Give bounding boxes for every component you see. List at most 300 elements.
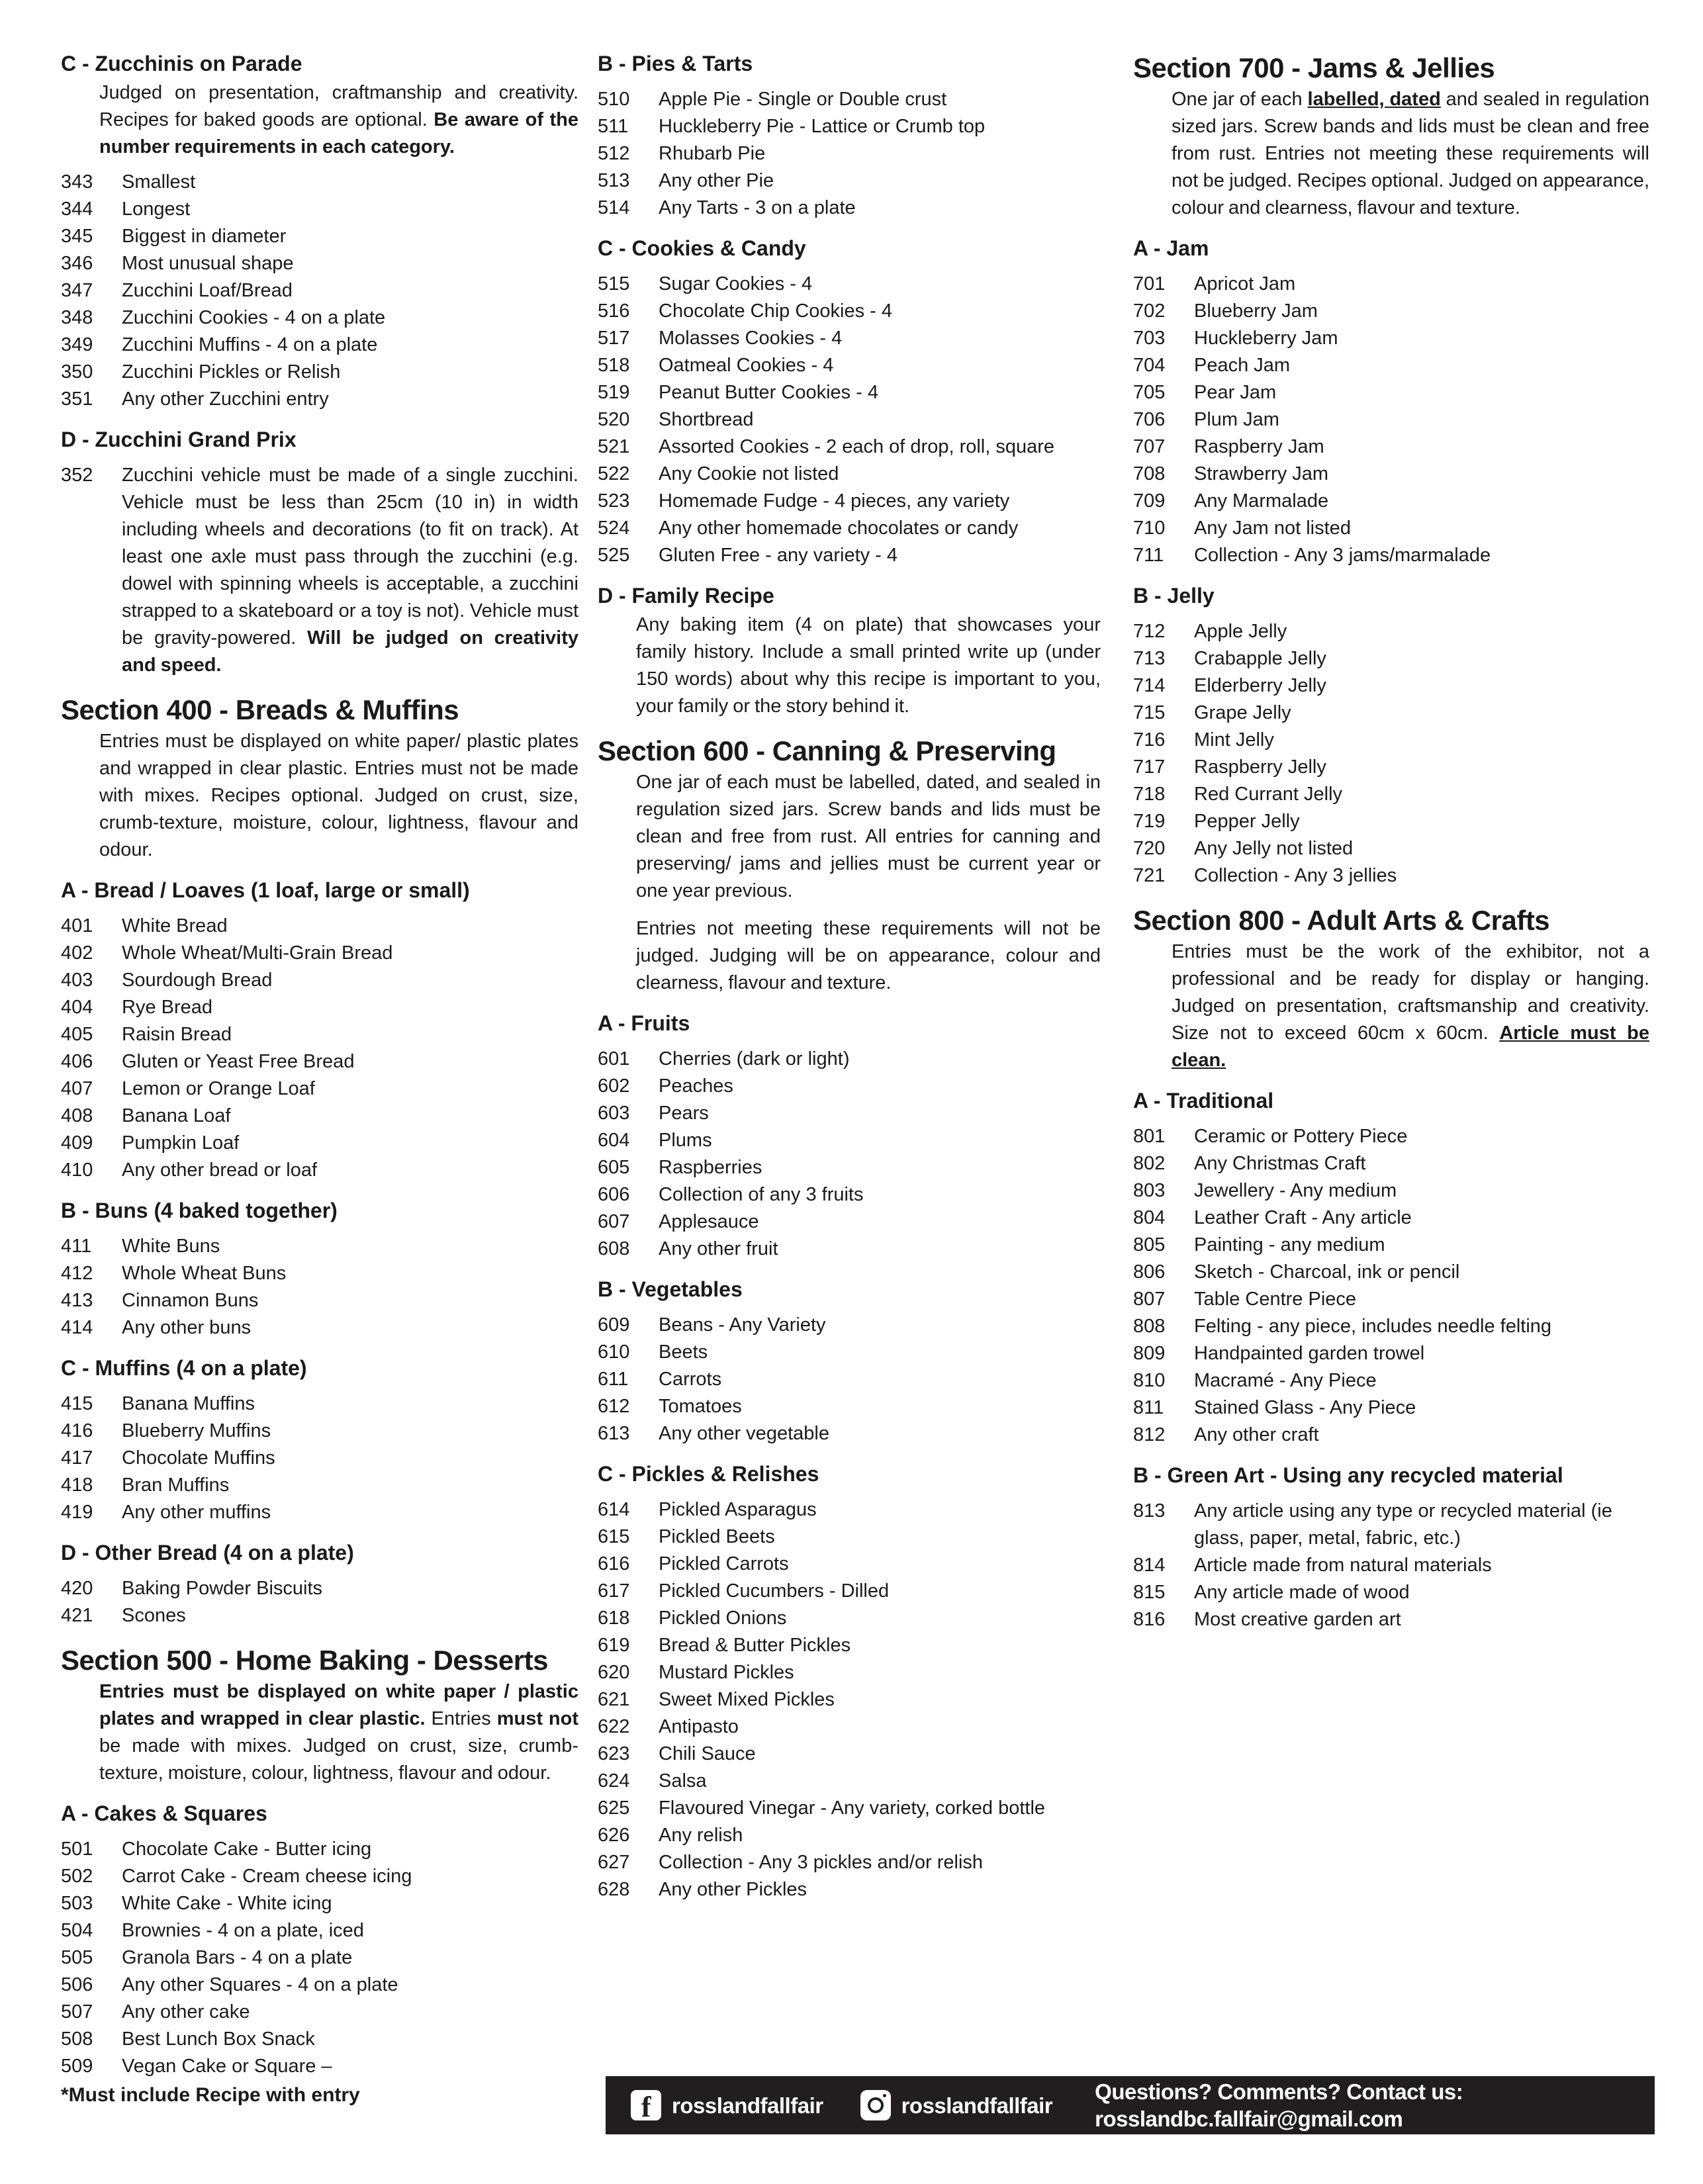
text-run: One jar of each must be labelled, dated, and sealed in regulation sized jars. Screw bands and lids must be clean and free from rust. All entries for canning and preserving/ jams and jellies must be current year or one year previous.: [636, 772, 1101, 901]
entry-number: 708: [1133, 463, 1166, 484]
entry-row: [61, 1499, 578, 1526]
entry-number: 418: [61, 1475, 93, 1496]
entry-text: Peaches: [659, 1075, 733, 1097]
entry-number: 501: [61, 1839, 93, 1860]
entry-row: [1133, 862, 1649, 889]
entry-text: Tomatoes: [659, 1396, 742, 1417]
entry-text: Collection - Any 3 jellies: [1194, 865, 1397, 886]
entry-text: Peanut Butter Cookies - 4: [659, 382, 879, 403]
entry-number: 413: [61, 1290, 93, 1311]
entry-text: Raspberry Jelly: [1194, 756, 1326, 778]
entry-row: [61, 1157, 578, 1184]
entry-text: Plum Jam: [1194, 409, 1279, 430]
entry-text: Handpainted garden trowel: [1194, 1343, 1425, 1364]
entry-number: 703: [1133, 328, 1166, 349]
entry-number: 804: [1133, 1207, 1166, 1228]
entry-row: [598, 433, 1101, 461]
entry-text: Sketch - Charcoal, ink or pencil: [1194, 1261, 1460, 1283]
entry-number: 522: [598, 463, 630, 484]
entry-text: Most creative garden art: [1194, 1609, 1401, 1630]
entry-number: 702: [1133, 300, 1166, 322]
entry-row: [598, 1686, 1101, 1713]
entry-number: 605: [598, 1157, 630, 1178]
category-title: D - Other Bread (4 on a plate): [61, 1541, 354, 1565]
entry-number: 521: [598, 436, 630, 457]
entry-row: [61, 1103, 578, 1130]
entry-number: 510: [598, 89, 630, 110]
entry-row: [598, 1578, 1101, 1605]
footer-bar: [606, 2076, 1655, 2134]
text-run: Entries must be displayed on white paper / plastic plates and wrapped in clear plastic.: [99, 1681, 578, 1729]
entry-number: 347: [61, 280, 93, 301]
entry-list: [61, 462, 578, 679]
entry-text: Pickled Cucumbers - Dilled: [659, 1580, 890, 1602]
entry-row: [598, 325, 1101, 352]
entry-text: Scones: [122, 1605, 186, 1626]
intro-paragraph: [598, 915, 1101, 997]
entry-row: [598, 1312, 1101, 1339]
entry-text: Chili Sauce: [659, 1743, 756, 1764]
entry-text: Any other Zucchini entry: [122, 388, 329, 410]
entry-number: 417: [61, 1447, 93, 1469]
entry-text: Any Jelly not listed: [1194, 838, 1354, 859]
entry-number: 504: [61, 1920, 93, 1941]
entry-number: 816: [1133, 1609, 1166, 1630]
entry-number: 507: [61, 2001, 93, 2023]
entry-row: [598, 1795, 1101, 1822]
entry-row: [61, 1314, 578, 1342]
entry-row: [598, 1127, 1101, 1154]
entry-number: 511: [598, 116, 629, 137]
entry-row: [1133, 1498, 1649, 1552]
entry-row: [598, 140, 1101, 167]
entry-row: [61, 332, 578, 359]
entry-row: [61, 1021, 578, 1048]
entry-text: Any other Pickles: [659, 1879, 807, 1900]
entry-number: 344: [61, 199, 93, 220]
entry-number: 717: [1133, 756, 1166, 778]
entry-row: [1133, 1422, 1649, 1449]
text-run: Entries not meeting these requirements will not be judged. Judging will be on appearance, colour and clearness, flavour and texture.: [636, 918, 1101, 993]
entry-number: 404: [61, 997, 93, 1018]
entry-row: [598, 1741, 1101, 1768]
entry-row: [598, 1496, 1101, 1524]
entry-number: 602: [598, 1075, 630, 1097]
entry-list: [598, 1496, 1101, 1903]
entry-row: [1133, 271, 1649, 298]
entry-text: Collection of any 3 fruits: [659, 1184, 864, 1205]
entry-text: White Cake - White icing: [122, 1893, 332, 1914]
entry-number: 606: [598, 1184, 630, 1205]
entry-text: Any other vegetable: [659, 1423, 829, 1444]
entry-list: [1133, 271, 1649, 569]
entry-number: 701: [1133, 273, 1166, 295]
entry-number: 809: [1133, 1343, 1166, 1364]
text-run: Entries: [425, 1708, 497, 1729]
entry-row: [61, 1602, 578, 1629]
entry-text: Rhubarb Pie: [659, 143, 766, 164]
category-title: A - Traditional: [1133, 1089, 1274, 1113]
category-title: A - Jam: [1133, 236, 1209, 260]
entry-number: 505: [61, 1947, 93, 1968]
entry-text: Sourdough Bread: [122, 970, 273, 991]
entry-row: [61, 1048, 578, 1075]
entry-text: Painting - any medium: [1194, 1234, 1385, 1255]
entry-number: 627: [598, 1852, 630, 1873]
entry-text: Oatmeal Cookies - 4: [659, 355, 834, 376]
category-title: C - Zucchinis on Parade: [61, 52, 302, 75]
entry-text: Collection - Any 3 jams/marmalade: [1194, 545, 1491, 566]
entry-text: Any other craft: [1194, 1424, 1319, 1445]
entry-number: 716: [1133, 729, 1166, 751]
intro-paragraph: [598, 769, 1101, 905]
text-run: Zucchini vehicle must be made of a single zucchini. Vehicle must be less than 25cm (10 in) in width including wheels and decorations (to fit on track). At least one axle must pass through the zucchini (e.g. dowel with spinning wheels is acceptable, a zucchini strapped to a skateboard or a toy is not). Vehicle must be gravity-powered.: [122, 465, 578, 649]
entry-text: Peach Jam: [1194, 355, 1291, 376]
entry-number: 625: [598, 1797, 630, 1819]
text-run: Judged on presentation, craftmanship and creativity. Recipes for baked goods are optional.: [99, 82, 578, 130]
category-title: C - Muffins (4 on a plate): [61, 1356, 307, 1380]
entry-text: Any other buns: [122, 1317, 252, 1338]
entry-row: [61, 359, 578, 386]
entry-text: Pears: [659, 1103, 709, 1124]
entry-row: [1133, 406, 1649, 433]
entry-number: 601: [598, 1048, 630, 1069]
entry-text: Chocolate Cake - Butter icing: [122, 1839, 372, 1860]
entry-text: Apple Jelly: [1194, 621, 1287, 642]
entry-row: [61, 1890, 578, 1917]
entry-row: [598, 1659, 1101, 1686]
entry-text: Any Cookie not listed: [659, 463, 839, 484]
entry-row: [61, 1863, 578, 1890]
entry-row: [1133, 298, 1649, 325]
entry-number: 402: [61, 942, 93, 964]
entry-row: [61, 1917, 578, 1944]
text-run: Entries must be displayed on white paper/ plastic plates and wrapped in clear plastic. Entries must not be made with mixes. Recipes optional. Judged on crust, size, crumb-texture, moisture, colour, lightness, flavour and odour.: [99, 731, 578, 860]
entry-number: 712: [1133, 621, 1166, 642]
entry-text: Any other bread or loaf: [122, 1160, 318, 1181]
entry-row: [1133, 1123, 1649, 1150]
entry-list: [61, 913, 578, 1184]
instagram-icon: [860, 2090, 891, 2120]
entry-row: [598, 1713, 1101, 1741]
entry-number: 801: [1133, 1126, 1166, 1147]
entry-number: 815: [1133, 1582, 1166, 1603]
entry-number: 805: [1133, 1234, 1166, 1255]
entry-text: Assorted Cookies - 2 each of drop, roll, square: [659, 436, 1055, 457]
entry-row: [1133, 835, 1649, 862]
entry-text: Sweet Mixed Pickles: [659, 1689, 835, 1710]
entry-row: [1133, 461, 1649, 488]
entry-number: 806: [1133, 1261, 1166, 1283]
entry-number: 343: [61, 171, 93, 193]
entry-row: [598, 488, 1101, 515]
entry-row: [61, 1418, 578, 1445]
entry-text: Apple Pie - Single or Double crust: [659, 89, 947, 110]
entry-row: [1133, 1552, 1649, 1579]
entry-text: Mustard Pickles: [659, 1662, 794, 1683]
category-title: B - Jelly: [1133, 584, 1215, 608]
entry-text: Table Centre Piece: [1194, 1289, 1357, 1310]
entry-number: 720: [1133, 838, 1166, 859]
entry-text: Salsa: [659, 1770, 707, 1792]
entry-row: [61, 913, 578, 940]
intro-paragraph: [1133, 86, 1649, 222]
entry-number: 512: [598, 143, 630, 164]
entry-text: Any other fruit: [659, 1238, 778, 1259]
entry-row: [598, 271, 1101, 298]
entry-row: [61, 169, 578, 196]
entry-row: [598, 1073, 1101, 1100]
entry-row: [1133, 808, 1649, 835]
entry-text: Any Jam not listed: [1194, 518, 1351, 539]
entry-number: 611: [598, 1369, 629, 1390]
entry-row: [61, 304, 578, 332]
entry-row: [1133, 352, 1649, 379]
entry-number: 710: [1133, 518, 1166, 539]
entry-text: Bread & Butter Pickles: [659, 1635, 851, 1656]
entry-row: [1133, 1150, 1649, 1177]
entry-row: [61, 462, 578, 679]
entry-text: Cinnamon Buns: [122, 1290, 259, 1311]
entry-number: 608: [598, 1238, 630, 1259]
entry-text: Pumpkin Loaf: [122, 1132, 240, 1154]
entry-row: [1133, 727, 1649, 754]
category-title: B - Green Art - Using any recycled material: [1133, 1463, 1563, 1487]
entry-text: Carrots: [659, 1369, 722, 1390]
entry-row: [1133, 1579, 1649, 1606]
entry-number: 502: [61, 1866, 93, 1887]
entry-text: Lemon or Orange Loaf: [122, 1078, 315, 1099]
entry-text: Plums: [659, 1130, 712, 1151]
entry-number: 346: [61, 253, 93, 274]
entry-text: Bran Muffins: [122, 1475, 230, 1496]
entry-number: 351: [61, 388, 93, 410]
entry-number: 721: [1133, 865, 1166, 886]
entry-text: Any other Squares - 4 on a plate: [122, 1974, 398, 1995]
entry-row: [598, 1822, 1101, 1849]
entry-text: Any other homemade chocolates or candy: [659, 518, 1019, 539]
entry-text: Leather Craft - Any article: [1194, 1207, 1412, 1228]
entry-number: 419: [61, 1502, 93, 1523]
entry-list: [61, 1575, 578, 1629]
entry-text: [122, 462, 578, 679]
entry-text: Homemade Fudge - 4 pieces, any variety: [659, 490, 1010, 512]
entry-text: Sugar Cookies - 4: [659, 273, 813, 295]
entry-text: Longest: [122, 199, 191, 220]
entry-row: [598, 379, 1101, 406]
entry-number: 514: [598, 197, 630, 218]
entry-text: Any Tarts - 3 on a plate: [659, 197, 856, 218]
entry-row: [598, 1100, 1101, 1127]
entry-number: 802: [1133, 1153, 1166, 1174]
entry-text: Applesauce: [659, 1211, 759, 1232]
entry-number: 513: [598, 170, 630, 191]
entry-number: 421: [61, 1605, 93, 1626]
category-title: B - Pies & Tarts: [598, 52, 753, 75]
text-run: Be aware of the number requirements in each category.: [99, 109, 578, 158]
entry-row: [61, 967, 578, 994]
entry-row: [598, 1551, 1101, 1578]
entry-text: Pickled Carrots: [659, 1553, 789, 1574]
section-title: Section 800 - Adult Arts & Crafts: [1133, 905, 1550, 936]
entry-row: [598, 1524, 1101, 1551]
entry-text: Huckleberry Jam: [1194, 328, 1338, 349]
contact-text: Questions? Comments? Contact us: rosslandbc.fallfair@gmail.com: [1095, 2079, 1463, 2131]
entry-text: Zucchini Loaf/Bread: [122, 280, 293, 301]
entry-number: 352: [61, 465, 93, 486]
entry-text: Grape Jelly: [1194, 702, 1291, 723]
entry-text: Raspberries: [659, 1157, 762, 1178]
entry-text: Antipasto: [659, 1716, 739, 1737]
entry-row: [1133, 1205, 1649, 1232]
entry-row: [598, 1876, 1101, 1903]
entry-number: 506: [61, 1974, 93, 1995]
entry-row: [61, 1075, 578, 1103]
entry-text: Pear Jam: [1194, 382, 1277, 403]
entry-list: [598, 86, 1101, 222]
category-title: A - Cakes & Squares: [61, 1801, 267, 1825]
entry-number: 709: [1133, 490, 1166, 512]
entry-number: 626: [598, 1825, 630, 1846]
entry-row: [61, 1972, 578, 1999]
entry-number: 603: [598, 1103, 630, 1124]
entry-text: Article made from natural materials: [1194, 1555, 1492, 1576]
category-title: A - Bread / Loaves (1 loaf, large or small): [61, 878, 470, 902]
category-title: A - Fruits: [598, 1011, 690, 1035]
entry-number: 409: [61, 1132, 93, 1154]
entry-row: [598, 1366, 1101, 1393]
entry-text: Chocolate Muffins: [122, 1447, 275, 1469]
entry-number: 519: [598, 382, 630, 403]
entry-text: Any Christmas Craft: [1194, 1153, 1366, 1174]
entry-text: Cherries (dark or light): [659, 1048, 850, 1069]
entry-number: 406: [61, 1051, 93, 1072]
text-run: must not: [496, 1708, 579, 1729]
entry-number: 609: [598, 1314, 630, 1336]
entry-number: 624: [598, 1770, 630, 1792]
entry-row: [1133, 618, 1649, 645]
entry-row: [61, 1130, 578, 1157]
entry-row: [1133, 542, 1649, 569]
entry-text: Any relish: [659, 1825, 743, 1846]
entry-number: 516: [598, 300, 630, 322]
instagram-handle: rosslandfallfair: [901, 2093, 1053, 2118]
entry-number: 520: [598, 409, 630, 430]
entry-row: [598, 86, 1101, 113]
entry-text: Raspberry Jam: [1194, 436, 1324, 457]
entry-number: 706: [1133, 409, 1166, 430]
category-title: C - Pickles & Relishes: [598, 1462, 819, 1486]
entry-text: Any other Pie: [659, 170, 774, 191]
entry-text: White Bread: [122, 915, 228, 936]
entry-number: 415: [61, 1393, 93, 1414]
entry-text: Beans - Any Variety: [659, 1314, 826, 1336]
entry-number: 412: [61, 1263, 93, 1284]
entry-list: [598, 1046, 1101, 1263]
entry-row: [598, 1849, 1101, 1876]
entry-row: [598, 195, 1101, 222]
entry-row: [598, 1339, 1101, 1366]
entry-number: 622: [598, 1716, 630, 1737]
entry-row: [598, 542, 1101, 569]
entry-number: 416: [61, 1420, 93, 1441]
entry-number: 811: [1133, 1397, 1164, 1418]
text-run: Article must be clean.: [1172, 1023, 1650, 1071]
entry-text: Any other cake: [122, 2001, 250, 2023]
entry-row: [61, 1575, 578, 1602]
entry-text: Chocolate Chip Cookies - 4: [659, 300, 893, 322]
entry-text: Pepper Jelly: [1194, 811, 1300, 832]
entry-row: [1133, 672, 1649, 700]
footnote: *Must include Recipe with entry: [61, 2084, 360, 2106]
entry-text: Best Lunch Box Snack: [122, 2028, 315, 2050]
entry-number: 621: [598, 1689, 630, 1710]
entry-text: Baking Powder Biscuits: [122, 1578, 323, 1599]
entry-row: [598, 515, 1101, 542]
section-title: Section 600 - Canning & Preserving: [598, 735, 1056, 766]
intro-paragraph: [61, 1678, 578, 1787]
entry-number: 715: [1133, 702, 1166, 723]
entry-row: [61, 1472, 578, 1499]
entry-text: Huckleberry Pie - Lattice or Crumb top: [659, 116, 986, 137]
section-title: Section 400 - Breads & Muffins: [61, 694, 459, 725]
intro-paragraph: [598, 612, 1101, 720]
category-title: B - Buns (4 baked together): [61, 1199, 338, 1222]
entry-number: 523: [598, 490, 630, 512]
entry-number: 620: [598, 1662, 630, 1683]
entry-row: [1133, 325, 1649, 352]
entry-row: [1133, 781, 1649, 808]
entry-row: [598, 352, 1101, 379]
entry-text: Carrot Cake - Cream cheese icing: [122, 1866, 412, 1887]
entry-text: Brownies - 4 on a plate, iced: [122, 1920, 364, 1941]
entry-text: Zucchini Muffins - 4 on a plate: [122, 334, 378, 355]
section-title: Section 700 - Jams & Jellies: [1133, 52, 1495, 83]
entry-text: Mint Jelly: [1194, 729, 1274, 751]
entry-text: Biggest in diameter: [122, 226, 287, 247]
entry-number: 810: [1133, 1370, 1166, 1391]
entry-text: Granola Bars - 4 on a plate: [122, 1947, 353, 1968]
category-title: C - Cookies & Candy: [598, 236, 806, 260]
entry-row: [61, 1999, 578, 2026]
entry-row: [1133, 1340, 1649, 1367]
entry-number: 405: [61, 1024, 93, 1045]
entry-text: Pickled Beets: [659, 1526, 775, 1547]
entry-text: Raisin Bread: [122, 1024, 232, 1045]
entry-list: [61, 1836, 578, 2080]
entry-number: 518: [598, 355, 630, 376]
entry-list: [598, 1312, 1101, 1447]
entry-number: 349: [61, 334, 93, 355]
entry-number: 705: [1133, 382, 1166, 403]
entry-row: [598, 1632, 1101, 1659]
entry-text: Pickled Asparagus: [659, 1499, 817, 1520]
text-run: One jar of each: [1172, 89, 1308, 110]
entry-text: Zucchini Pickles or Relish: [122, 361, 341, 383]
entry-row: [1133, 754, 1649, 781]
entry-row: [598, 1208, 1101, 1236]
column-1: [61, 37, 578, 2109]
entry-list: [1133, 1498, 1649, 1633]
entry-text: Crabapple Jelly: [1194, 648, 1326, 669]
entry-number: 616: [598, 1553, 630, 1574]
entry-row: [1133, 1606, 1649, 1633]
entry-row: [61, 1390, 578, 1418]
facebook-group: [631, 2090, 823, 2120]
entry-text: Apricot Jam: [1194, 273, 1296, 295]
category-title: D - Zucchini Grand Prix: [61, 428, 297, 451]
entry-row: [598, 167, 1101, 195]
